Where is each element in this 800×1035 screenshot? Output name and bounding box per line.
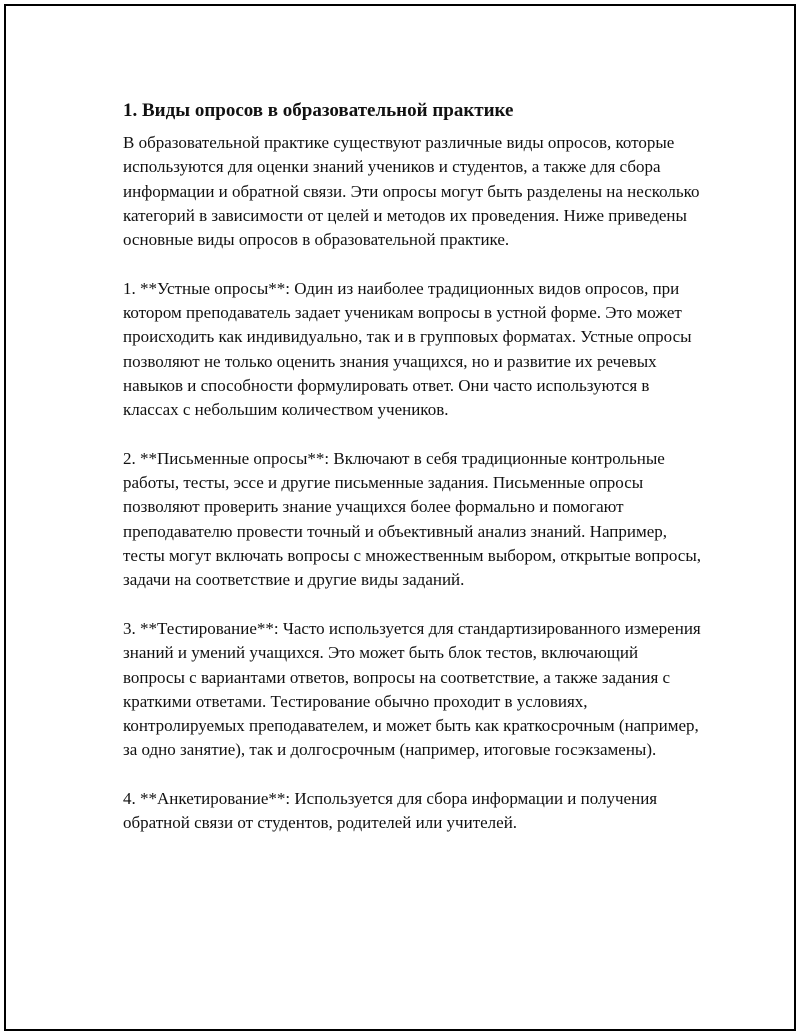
section-heading: 1. Виды опросов в образовательной практике (123, 100, 514, 121)
page-frame (4, 4, 796, 1031)
document-body (123, 98, 703, 860)
intro-paragraph: В образовательной практике существуют различные виды опросов, которые используются для оценки знаний учеников и студентов, а также для сбора информации и обратной связи. Эти опросы могут быть разделены на несколько категорий в зависимости от целей и методов их проведения. Ниже приведены основные виды опросов в образовательной практике. (123, 133, 700, 250)
testing-paragraph: 3. **Тестирование**: Часто используется для стандартизированного измерения знаний и умений учащихся. Это может быть блок тестов, включающий вопросы с вариантами ответов, вопросы на соответствие, а также задания с краткими ответами. Тестирование обычно проходит в условиях, контролируемых преподавателем, и может быть как краткосрочным (например, за одно занятие), так и долгосрочным (например, итоговые госэкзамены). (123, 618, 701, 760)
questionnaire-paragraph: 4. **Анкетирование**: Используется для сбора информации и получения обратной связи от студентов, родителей или учителей. (123, 789, 658, 833)
written-surveys-paragraph: 2. **Письменные опросы**: Включают в себя традиционные контрольные работы, тесты, эссе и другие письменные задания. Письменные опросы позволяют проверить знание учащихся более формально и помогают преподавателю провести точный и объективный анализ знаний. Например, тесты могут включать вопросы с множественным выбором, открытые вопросы, задачи на соответствие и другие виды заданий. (123, 448, 702, 590)
oral-surveys-paragraph: 1. **Устные опросы**: Один из наиболее традиционных видов опросов, при котором преподаватель задает ученикам вопросы в устной форме. Это может происходить как индивидуально, так и в групповых форматах. Устные опросы позволяют не только оценить знания учащихся, но и развитие их речевых навыков и способности формулировать ответ. Они часто используются в классах с небольшим количеством учеников. (123, 278, 692, 420)
